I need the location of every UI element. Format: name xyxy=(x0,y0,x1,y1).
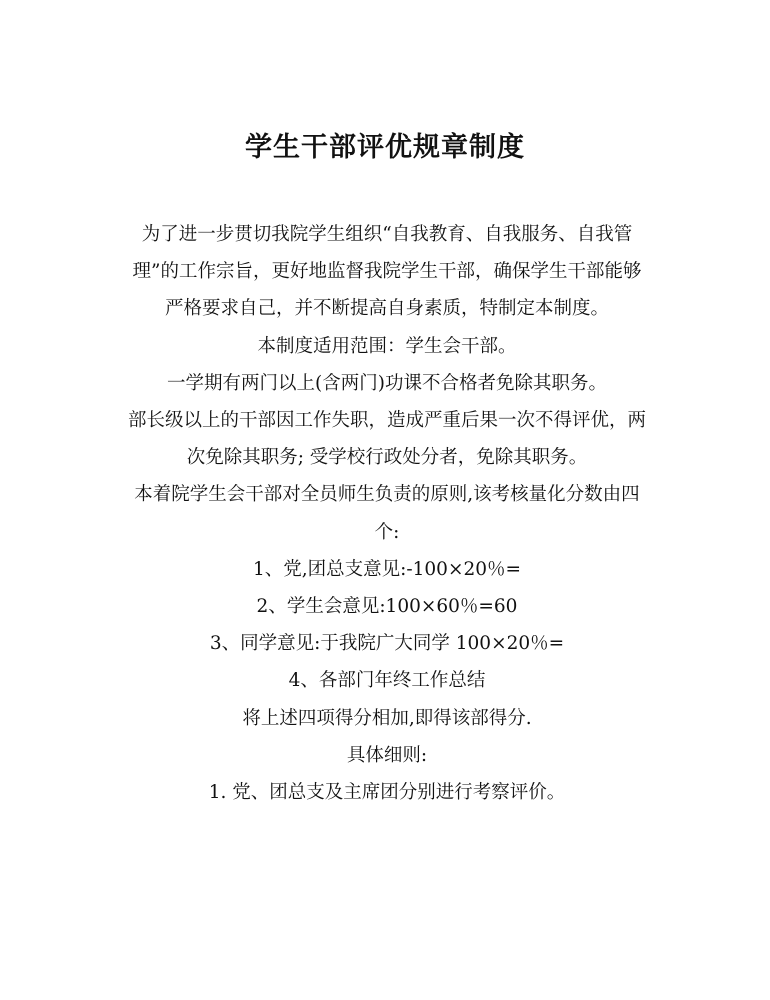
paragraph-details-heading: 具体细则: xyxy=(346,744,428,766)
scoring-item-department-summary: 4、各部门年终工作总结 xyxy=(288,670,486,692)
paragraph-scoring-principle: 本着院学生会干部对全员师生负责的原则,该考核量化分数由四个: xyxy=(134,484,640,543)
document-title: 学生干部评优规章制度 xyxy=(245,132,525,163)
paragraph-course-failure: 一学期有两门以上(含两门)功课不合格者免除其职务。 xyxy=(167,372,607,394)
paragraph-score-sum: 将上述四项得分相加,即得该部得分. xyxy=(242,707,532,729)
document-body xyxy=(128,216,646,811)
paragraph-dereliction: 部长级以上的干部因工作失职，造成严重后果一次不得评优，两次免除其职务; 受学校行政处分者，免除其职务。 xyxy=(128,410,647,469)
scoring-item-party: 1、党,团总支意见:-100×20％= xyxy=(253,558,521,580)
paragraph-purpose: 为了进一步贯切我院学生组织“自我教育、自我服务、自我管理”的工作宗旨，更好地监督我院学生干部，确保学生干部能够严格要求自己，并不断提高自身素质，特制定本制度。 xyxy=(132,224,642,320)
detail-item-1: 1. 党、团总支及主席团分别进行考察评价。 xyxy=(208,782,566,804)
scoring-item-student-union: 2、学生会意见:100×60％=60 xyxy=(256,596,518,618)
scoring-item-classmates: 3、同学意见:于我院广大同学 100×20％= xyxy=(209,633,565,655)
paragraph-scope: 本制度适用范围：学生会干部。 xyxy=(257,335,517,357)
